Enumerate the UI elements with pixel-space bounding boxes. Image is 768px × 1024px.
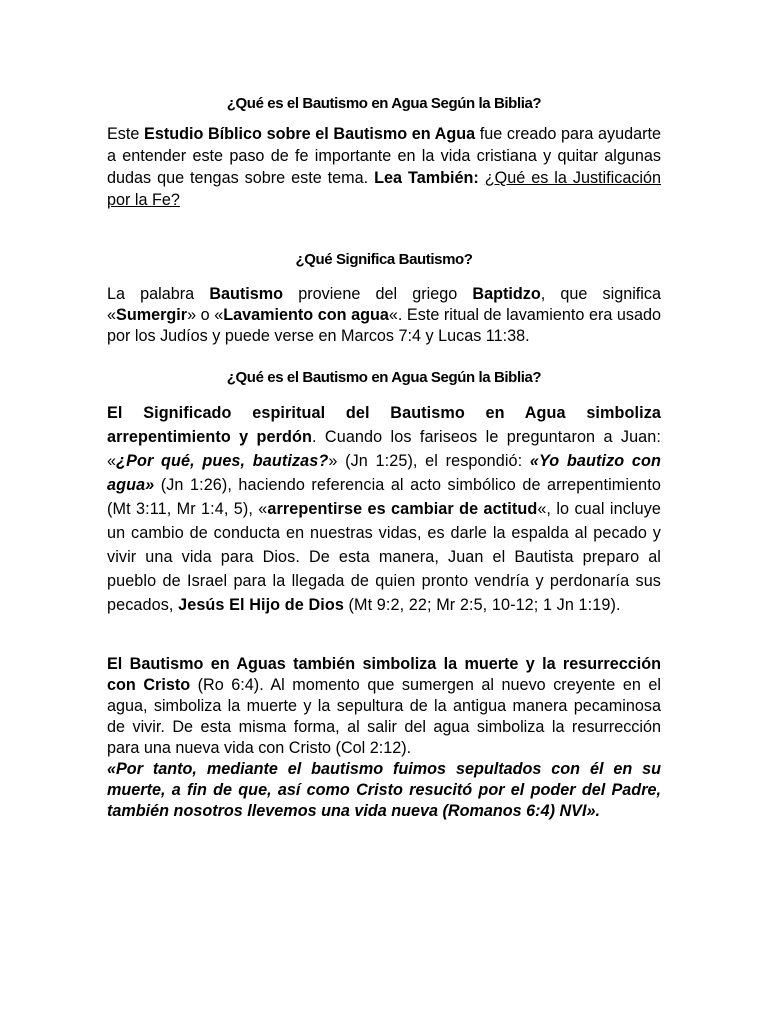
quote-yo-bautizo: «Yo bautizo con agua»: [107, 452, 661, 494]
text-run: «, lo cual incluye un cambio de conducta en nuestras vidas, es darle la espalda al pecado y vivir una vida para Dios. De esta manera, Juan el Bautista preparo al pueblo de Israel para la llegada de quien pronto vendría y perdonaría sus pecados,: [107, 500, 661, 614]
text-run: , que significa «: [107, 285, 662, 324]
text-run: » o «: [187, 306, 224, 324]
intro-text: Este: [107, 125, 145, 143]
bold-arrepentirse: arrepentirse es cambiar de actitud: [267, 500, 538, 518]
text-run: La palabra: [107, 285, 210, 303]
text-run: «. Este ritual de lavamiento era usado por los Judíos y puede verse en Marcos 7:4 y Lucas 11:38.: [107, 306, 661, 345]
bold-muerte-resurreccion: El Bautismo en Aguas también simboliza la muerte y la resurrección con Cristo: [107, 655, 661, 694]
bold-sumergir: Sumergir: [116, 306, 188, 324]
justificacion-link[interactable]: ¿Qué es la Justificación por la Fe?: [107, 169, 662, 209]
intro-text: fue creado para ayudarte a entender este paso de fe importante en la vida cristiana y quitar algunas dudas que tengas sobre este tema.: [107, 125, 662, 187]
text-run: (Jn 1:26), haciendo referencia al acto simbólico de arrepentimiento (Mt 3:11, Mr 1:4, 5), «: [107, 476, 661, 518]
heading-bautismo-agua: ¿Qué es el Bautismo en Agua Según la Biblia?: [226, 95, 542, 112]
significado-espiritual-paragraph: [107, 401, 661, 617]
intro-bold-title: Estudio Bíblico sobre el Bautismo en Agua: [144, 125, 476, 143]
text-run: . Cuando los fariseos le preguntaron a Juan: «: [107, 428, 661, 470]
muerte-resurreccion-paragraph: [107, 654, 661, 822]
heading-bautismo-agua-2: ¿Qué es el Bautismo en Agua Según la Biblia?: [226, 369, 542, 386]
text-run: » (Jn 1:25), el respondió:: [328, 452, 530, 470]
bold-jesus: Jesús El Hijo de Dios: [178, 596, 344, 614]
heading-significa-bautismo: ¿Qué Significa Bautismo?: [295, 251, 473, 268]
romanos-quote: «Por tanto, mediante el bautismo fuimos sepultados con él en su muerte, a fin de que, así como Cristo resucitó por el poder del Padre, también nosotros llevemos una vida nueva (Romanos 6:4) NVI».: [107, 760, 661, 820]
text-run: (Ro 6:4). Al momento que sumergen al nuevo creyente en el agua, simboliza la muerte y la sepultura de la antigua manera pecaminosa de vivir. De esta misma forma, al salir del agua simboliza la resurrección para una nueva vida con Cristo (Col 2:12).: [107, 676, 662, 757]
text-run: (Mt 9:2, 22; Mr 2:5, 10-12; 1 Jn 1:19).: [343, 596, 621, 614]
intro-paragraph: [107, 123, 661, 211]
text-run: proviene del griego: [283, 285, 473, 303]
bold-bautismo: Bautismo: [209, 285, 284, 303]
significa-paragraph: [107, 284, 661, 347]
quote-por-que: ¿Por qué, pues, bautizas?: [116, 452, 329, 470]
bold-lavamiento: Lavamiento con agua: [223, 306, 389, 324]
bold-baptidzo: Baptidzo: [472, 285, 541, 303]
bold-significado: El Significado espiritual del Bautismo en Agua simboliza arrepentimiento y perdón: [107, 404, 661, 446]
lea-tambien-label: Lea También:: [374, 169, 479, 187]
